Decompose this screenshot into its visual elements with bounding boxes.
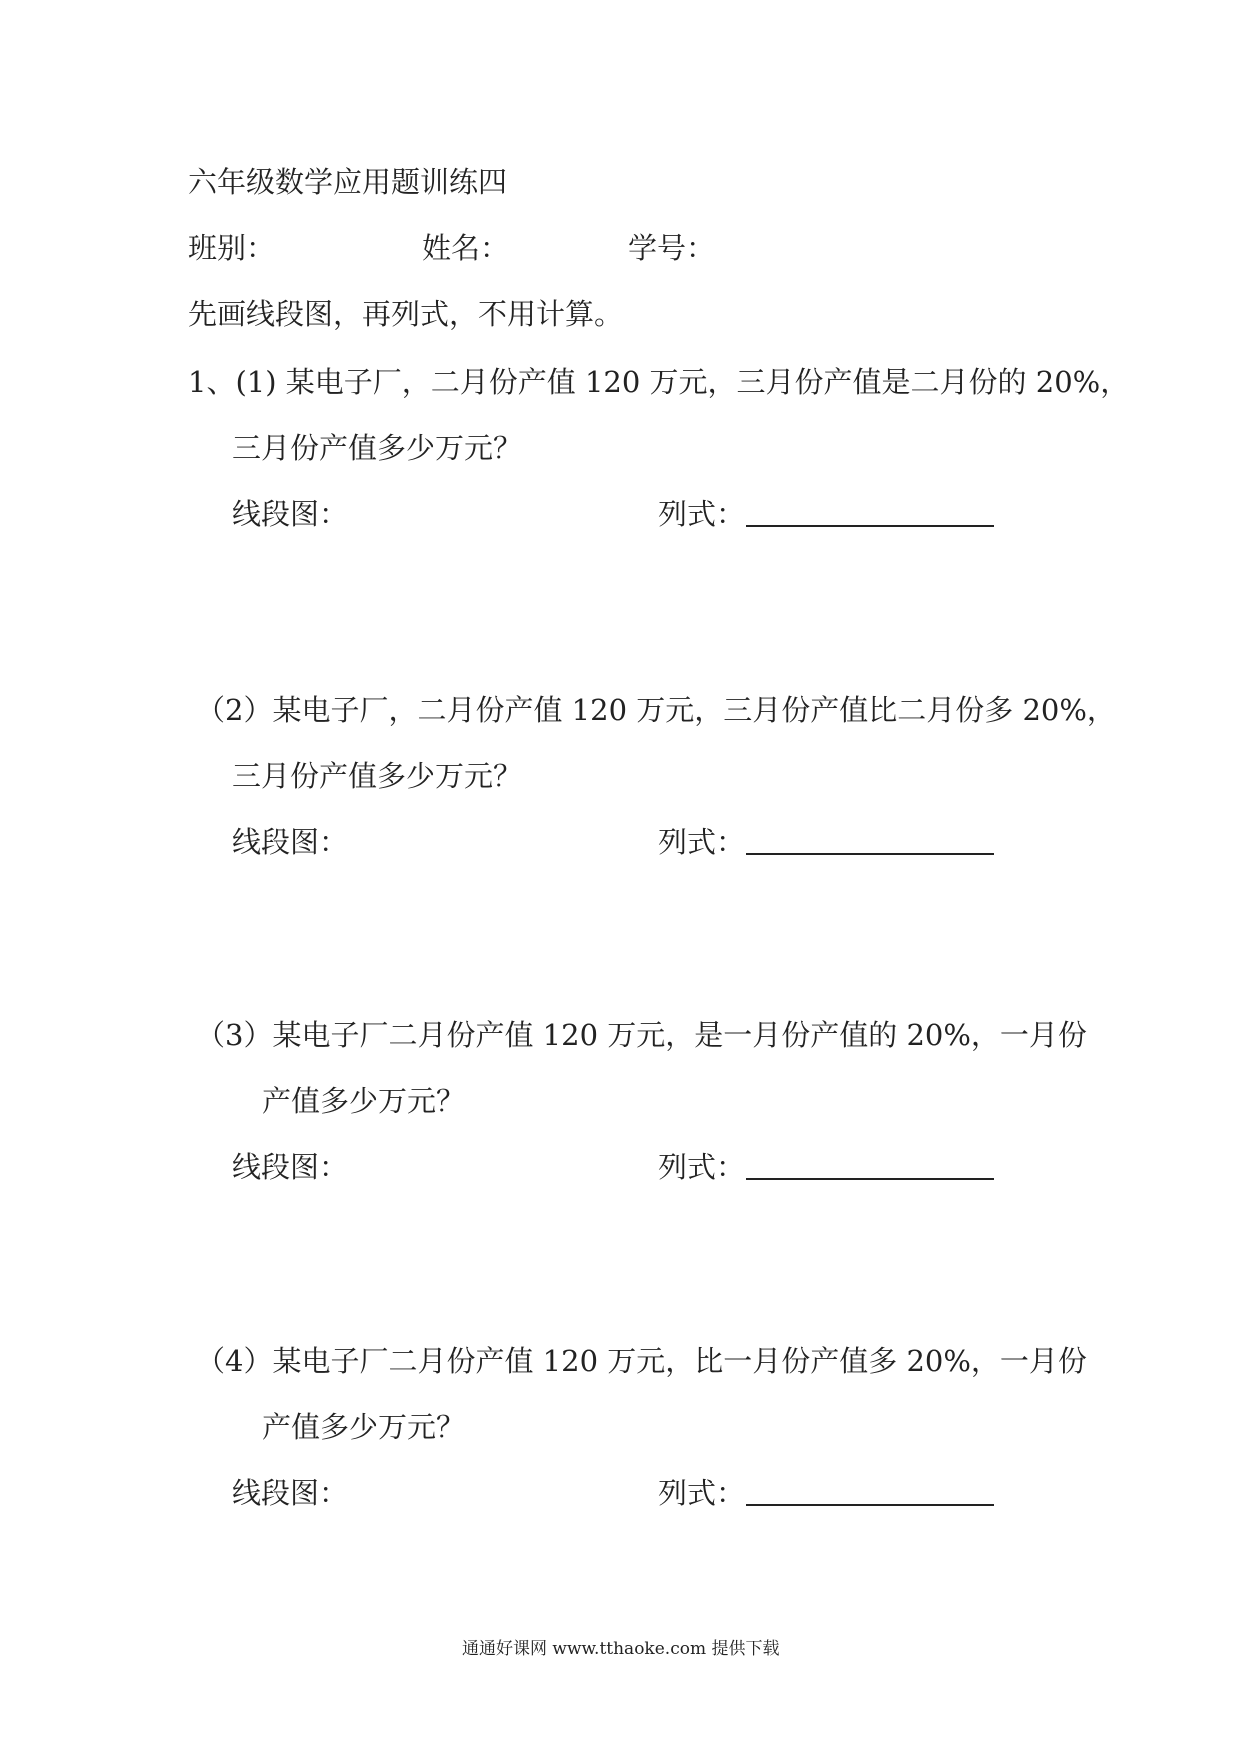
- problem-text-line1: （3）某电子厂二月份产值 120 万元，是一月份产值的 20%，一月份: [196, 1018, 1087, 1052]
- expression-answer-line[interactable]: [746, 1504, 994, 1506]
- diagram-label: 线段图：: [232, 1476, 349, 1510]
- expression-label: 列式：: [658, 1150, 746, 1184]
- expression-label: 列式：: [658, 825, 746, 859]
- diagram-label: 线段图：: [232, 1150, 349, 1184]
- problem-text-line1: （2）某电子厂，二月份产值 120 万元，三月份产值比二月份多 20%，: [196, 693, 1116, 727]
- student-number-label: 学号：: [628, 231, 716, 265]
- problem-text-line2: 产值多少万元？: [262, 1410, 466, 1444]
- expression-answer-line[interactable]: [746, 853, 994, 855]
- diagram-label: 线段图：: [232, 497, 349, 531]
- problem-text-line1: （4）某电子厂二月份产值 120 万元，比一月份产值多 20%，一月份: [196, 1344, 1087, 1378]
- problem-text-line1: 1、(1) 某电子厂，二月份产值 120 万元，三月份产值是二月份的 20%，: [188, 365, 1130, 399]
- page-footer: 通通好课网 www.tthaoke.com 提供下载: [462, 1639, 780, 1659]
- problem-text-line2: 三月份产值多少万元？: [232, 431, 523, 465]
- diagram-label: 线段图：: [232, 825, 349, 859]
- expression-answer-line[interactable]: [746, 525, 994, 527]
- worksheet-title: 六年级数学应用题训练四: [188, 165, 508, 199]
- expression-answer-line[interactable]: [746, 1178, 994, 1180]
- problem-text-line2: 三月份产值多少万元？: [232, 759, 523, 793]
- name-label: 姓名：: [422, 231, 510, 265]
- expression-label: 列式：: [658, 1476, 746, 1510]
- problem-text-line2: 产值多少万元？: [262, 1084, 466, 1118]
- class-label: 班别：: [188, 231, 276, 265]
- expression-label: 列式：: [658, 497, 746, 531]
- instruction-text: 先画线段图，再列式，不用计算。: [188, 297, 624, 331]
